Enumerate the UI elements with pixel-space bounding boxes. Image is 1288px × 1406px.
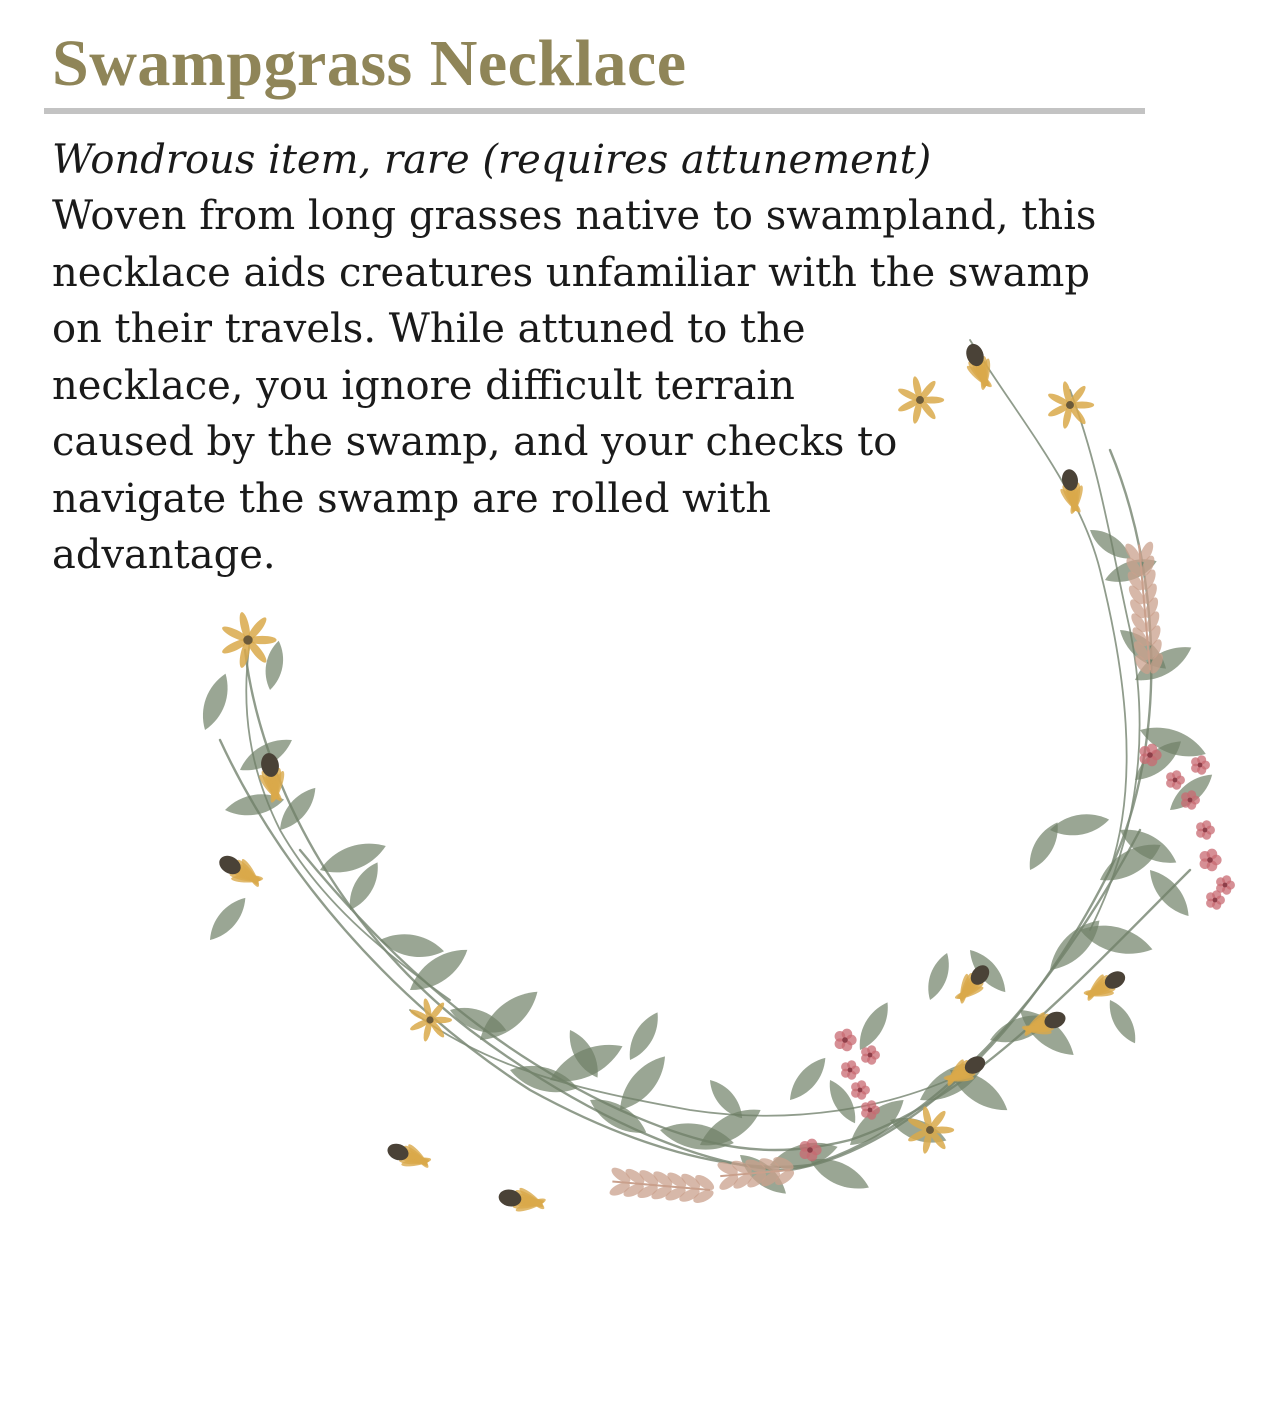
pink-blossom-icon [1191, 755, 1210, 774]
leaf-shape [196, 670, 235, 733]
leaf-shape [1048, 810, 1111, 840]
yellow-flower-icon [1047, 381, 1095, 430]
yellow-flower-icon [897, 376, 945, 425]
pink-blossom-icon [851, 1080, 870, 1099]
coneflower-icon [496, 1182, 549, 1219]
coneflower-icon [213, 847, 270, 897]
pink-blossom-icon [835, 1029, 857, 1052]
description-line: navigate the swamp are rolled with [52, 475, 772, 522]
yellow-flower-icon [409, 998, 452, 1042]
pink-blossom-icon [841, 1060, 860, 1079]
coneflower-icon [957, 339, 1001, 395]
leaf-shape [273, 782, 322, 836]
leaf-shape [783, 1052, 832, 1106]
leaf-shape [704, 1075, 749, 1124]
wildflower-wreath-icon [150, 310, 1260, 1290]
leaf-shape [922, 950, 955, 1003]
wheat-spike-icon [607, 1164, 718, 1207]
item-title: Swampgrass Necklace [52, 27, 687, 100]
leaf-shape [1103, 996, 1142, 1048]
leaf-shape [378, 929, 446, 961]
description-line: necklace, you ignore difficult terrain [52, 362, 795, 409]
description-line: caused by the swamp, and your checks to [52, 419, 898, 465]
vine-stem [970, 340, 1127, 870]
leaf-shape [622, 1008, 665, 1065]
description-line: advantage. [52, 532, 276, 578]
description-line: Woven from long grasses native to swampland, this [52, 193, 1097, 239]
description-line: on their travels. While attuned to the [52, 306, 806, 352]
vine-stem [245, 450, 1151, 1170]
leaf-shape [262, 639, 287, 691]
leaf-shape [611, 1049, 674, 1117]
pink-blossom-icon [1200, 849, 1222, 872]
title-divider [44, 108, 1145, 114]
coneflower-icon [1077, 963, 1131, 1010]
item-type-subtitle: Wondrous item, rare (requires attunement) [52, 137, 932, 183]
pink-blossom-icon [861, 1045, 880, 1064]
wheat-spike-icon [1122, 539, 1167, 677]
leaf-shape [203, 892, 252, 946]
pink-blossom-icon [1206, 890, 1225, 909]
pink-blossom-icon [1196, 820, 1215, 839]
pink-blossom-icon [1166, 770, 1185, 789]
description-line: necklace aids creatures unfamiliar with the swamp [52, 249, 1091, 296]
coneflower-icon [1055, 467, 1090, 517]
coneflower-icon [383, 1135, 436, 1177]
